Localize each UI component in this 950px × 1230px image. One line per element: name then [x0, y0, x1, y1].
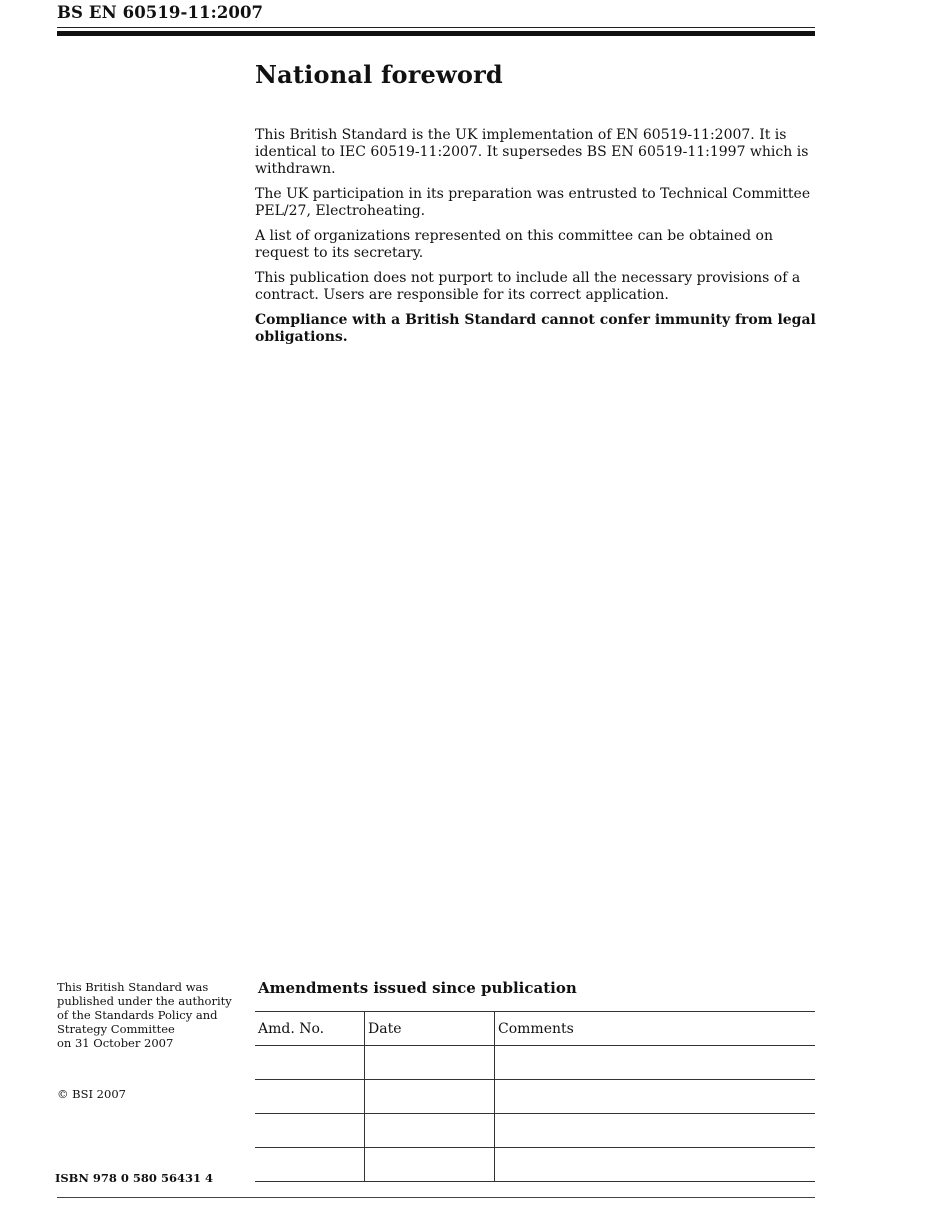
page-title: National foreword: [255, 60, 503, 89]
table-cell: [255, 1080, 365, 1114]
isbn: ISBN 978 0 580 56431 4: [55, 1171, 213, 1185]
column-header-comments: Comments: [495, 1012, 816, 1046]
table-cell: [495, 1148, 816, 1182]
table-cell: [255, 1114, 365, 1148]
header-rule-thick: [57, 31, 815, 36]
header-rule-thin: [57, 27, 815, 28]
table-cell: [495, 1114, 816, 1148]
table-row: [255, 1080, 815, 1114]
table-cell: [365, 1114, 495, 1148]
table-cell: [365, 1046, 495, 1080]
table-row: [255, 1148, 815, 1182]
document-id: BS EN 60519-11:2007: [57, 3, 264, 22]
amendments-header-row: [255, 1012, 815, 1046]
paragraph-committee: The UK participation in its preparation was entrusted to Technical Committee PEL/27, Electroheating.: [255, 186, 811, 219]
publication-note-line: of the Standards Policy and: [57, 1008, 218, 1022]
publication-note-line: Strategy Committee: [57, 1022, 175, 1036]
table-cell: [365, 1080, 495, 1114]
publication-note-line: on 31 October 2007: [57, 1036, 174, 1050]
publication-note-line: This British Standard was: [57, 980, 209, 994]
column-header-amd-no: Amd. No.: [255, 1012, 365, 1046]
amendments-title: Amendments issued since publication: [258, 979, 577, 997]
table-row: [255, 1114, 815, 1148]
publication-note-line: published under the authority: [57, 994, 232, 1008]
paragraph-implementation: This British Standard is the UK implementation of EN 60519-11:2007. It is identical to IEC 60519-11:2007. It supersedes BS EN 60519-11:1997 which is withdrawn.: [255, 127, 809, 177]
column-header-date: Date: [365, 1012, 495, 1046]
amendments-table: [255, 1011, 815, 1182]
paragraph-provisions: This publication does not purport to include all the necessary provisions of a contract. Users are responsible for its correct application.: [255, 270, 801, 303]
paragraph-organizations: A list of organizations represented on this committee can be obtained on request to its secretary.: [255, 228, 773, 261]
copyright-notice: © BSI 2007: [57, 1087, 126, 1101]
foreword-body: [255, 60, 817, 354]
table-cell: [365, 1148, 495, 1182]
table-cell: [495, 1080, 816, 1114]
table-cell: [255, 1148, 365, 1182]
table-row: [255, 1046, 815, 1080]
footer-rule: [57, 1197, 815, 1198]
publication-note: [57, 980, 242, 1050]
paragraph-compliance: Compliance with a British Standard cannot confer immunity from legal obligations.: [255, 312, 816, 345]
table-cell: [255, 1046, 365, 1080]
table-cell: [495, 1046, 816, 1080]
